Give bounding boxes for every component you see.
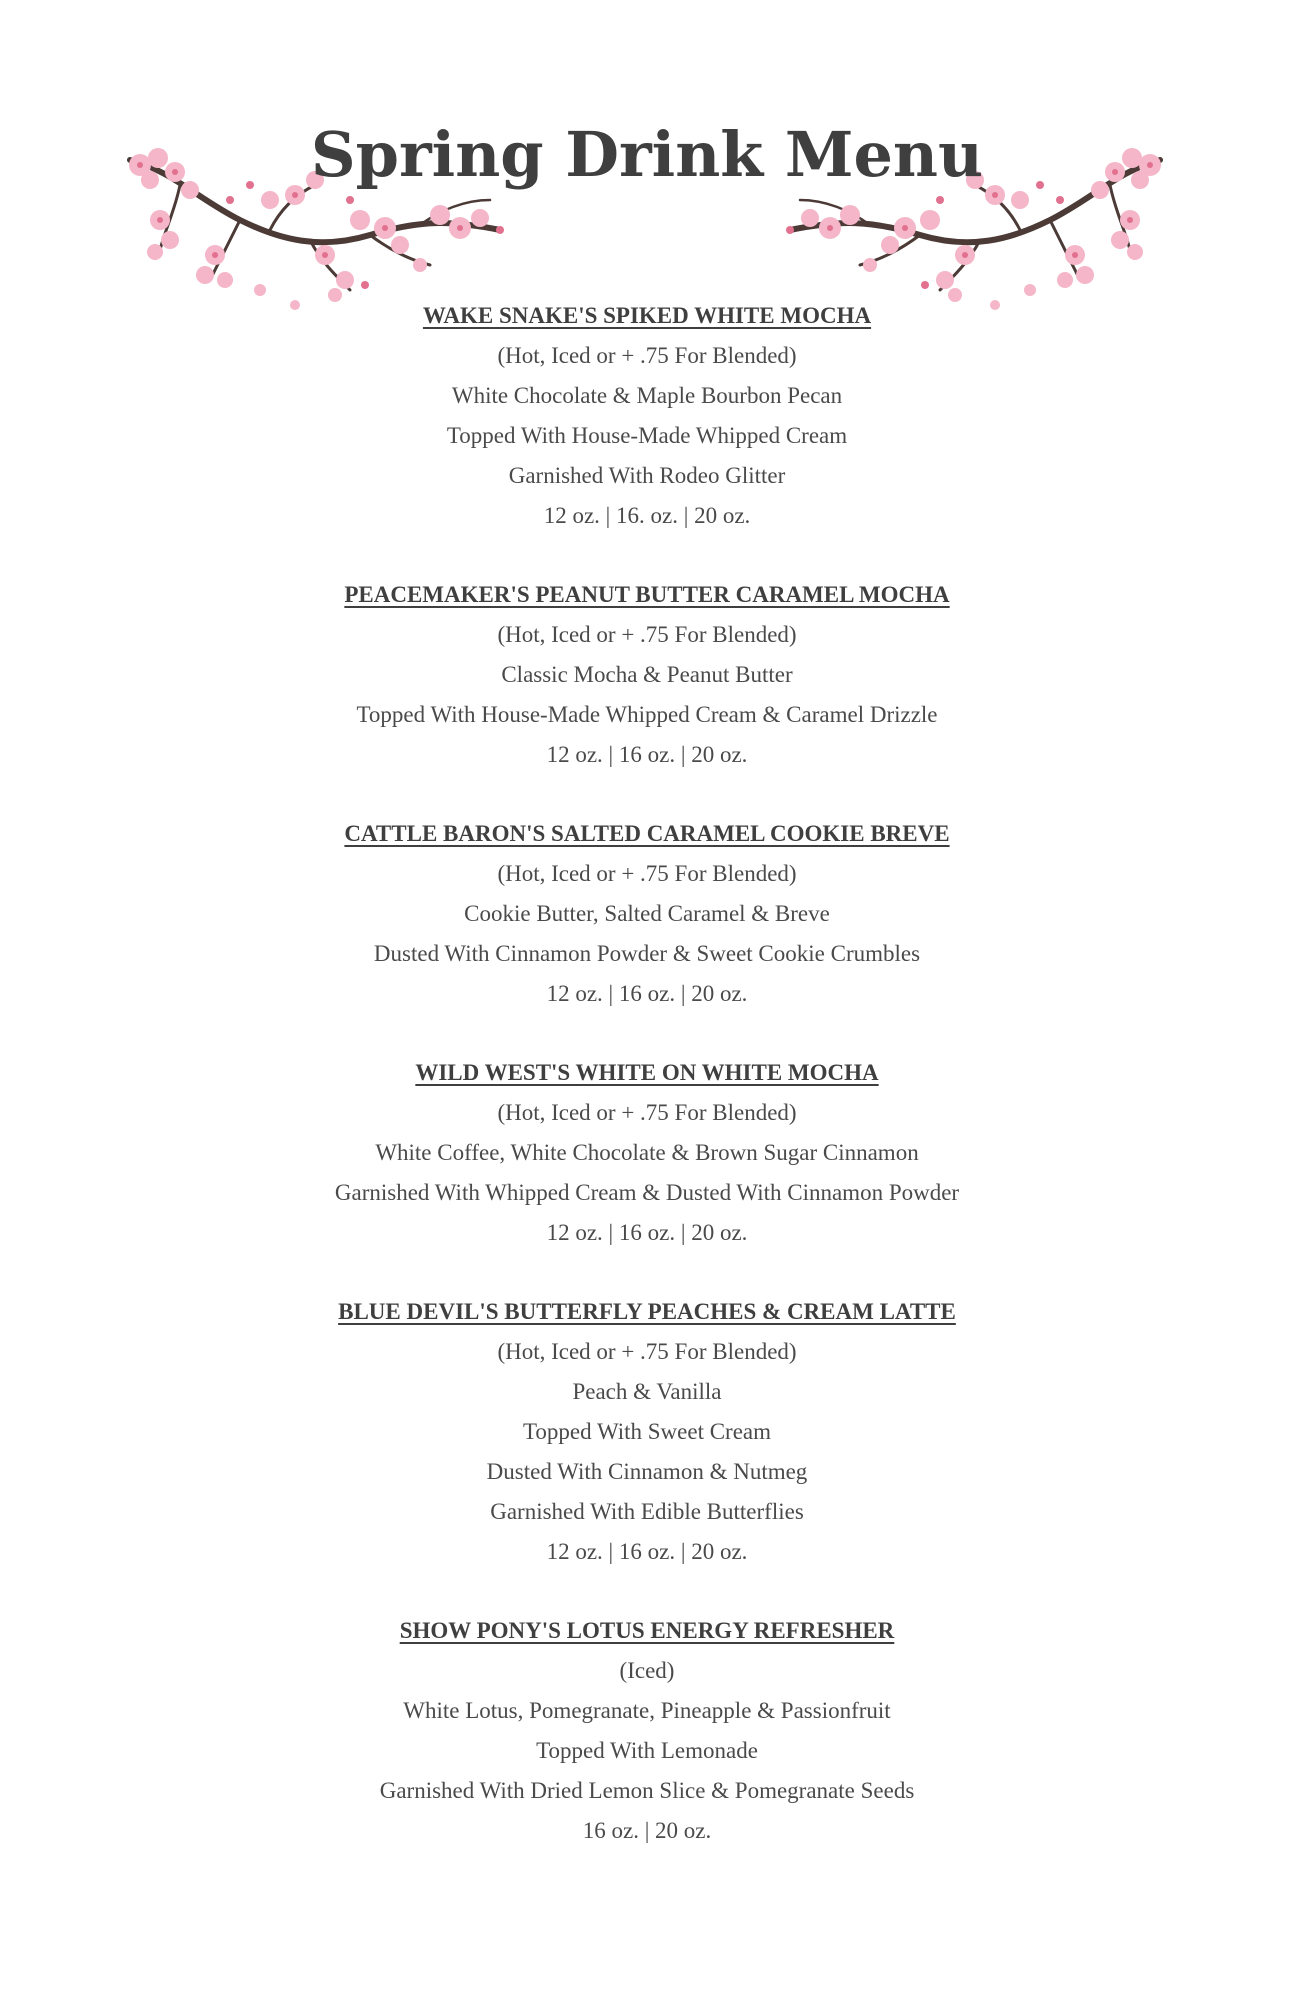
drink-description: Topped With House-Made Whipped Cream & Caramel Drizzle xyxy=(356,702,938,727)
drink-description: Peach & Vanilla xyxy=(572,1379,722,1404)
drink-description: Dusted With Cinnamon & Nutmeg xyxy=(486,1459,808,1484)
drink-name: CATTLE BARON'S SALTED CARAMEL COOKIE BREVE xyxy=(344,821,950,846)
drink-description: Garnished With Edible Butterflies xyxy=(490,1499,804,1524)
drink-serving-options: (Hot, Iced or + .75 For Blended) xyxy=(497,343,797,368)
drink-description: Garnished With Rodeo Glitter xyxy=(508,463,786,488)
drink-name: WILD WEST'S WHITE ON WHITE MOCHA xyxy=(415,1060,879,1085)
drink-description: Classic Mocha & Peanut Butter xyxy=(501,662,793,687)
drink-description: Garnished With Whipped Cream & Dusted With Cinnamon Powder xyxy=(334,1180,960,1205)
drink-description: White Chocolate & Maple Bourbon Pecan xyxy=(451,383,843,408)
drink-description: Dusted With Cinnamon Powder & Sweet Cookie Crumbles xyxy=(373,941,921,966)
drink-serving-options: (Hot, Iced or + .75 For Blended) xyxy=(497,1100,797,1125)
drink-serving-options: (Iced) xyxy=(619,1658,675,1683)
drink-sizes: 12 oz. | 16 oz. | 20 oz. xyxy=(546,742,748,767)
menu-item xyxy=(0,575,1294,775)
page-title: Spring Drink Menu xyxy=(310,118,984,191)
menu-item xyxy=(0,1292,1294,1572)
drink-menu-list xyxy=(0,296,1294,1890)
drink-serving-options: (Hot, Iced or + .75 For Blended) xyxy=(497,861,797,886)
drink-name: PEACEMAKER'S PEANUT BUTTER CARAMEL MOCHA xyxy=(344,582,950,607)
menu-item xyxy=(0,296,1294,536)
menu-item xyxy=(0,1053,1294,1253)
drink-sizes: 12 oz. | 16 oz. | 20 oz. xyxy=(546,1220,748,1245)
drink-sizes: 12 oz. | 16 oz. | 20 oz. xyxy=(546,1539,748,1564)
drink-sizes: 12 oz. | 16. oz. | 20 oz. xyxy=(543,503,751,528)
drink-name: SHOW PONY'S LOTUS ENERGY REFRESHER xyxy=(399,1618,895,1643)
drink-description: White Coffee, White Chocolate & Brown Sugar Cinnamon xyxy=(375,1140,919,1165)
drink-serving-options: (Hot, Iced or + .75 For Blended) xyxy=(497,622,797,647)
drink-description: Topped With Sweet Cream xyxy=(522,1419,772,1444)
drink-name: WAKE SNAKE'S SPIKED WHITE MOCHA xyxy=(422,303,872,328)
drink-description: White Lotus, Pomegranate, Pineapple & Passionfruit xyxy=(403,1698,891,1723)
menu-item xyxy=(0,814,1294,1014)
drink-sizes: 16 oz. | 20 oz. xyxy=(582,1818,712,1843)
drink-description: Cookie Butter, Salted Caramel & Breve xyxy=(464,901,830,926)
menu-item xyxy=(0,1611,1294,1851)
drink-serving-options: (Hot, Iced or + .75 For Blended) xyxy=(497,1339,797,1364)
drink-sizes: 12 oz. | 16 oz. | 20 oz. xyxy=(546,981,748,1006)
drink-description: Garnished With Dried Lemon Slice & Pomegranate Seeds xyxy=(379,1778,915,1803)
drink-description: Topped With Lemonade xyxy=(536,1738,758,1763)
drink-description: Topped With House-Made Whipped Cream xyxy=(446,423,848,448)
drink-name: BLUE DEVIL'S BUTTERFLY PEACHES & CREAM LATTE xyxy=(338,1299,956,1324)
